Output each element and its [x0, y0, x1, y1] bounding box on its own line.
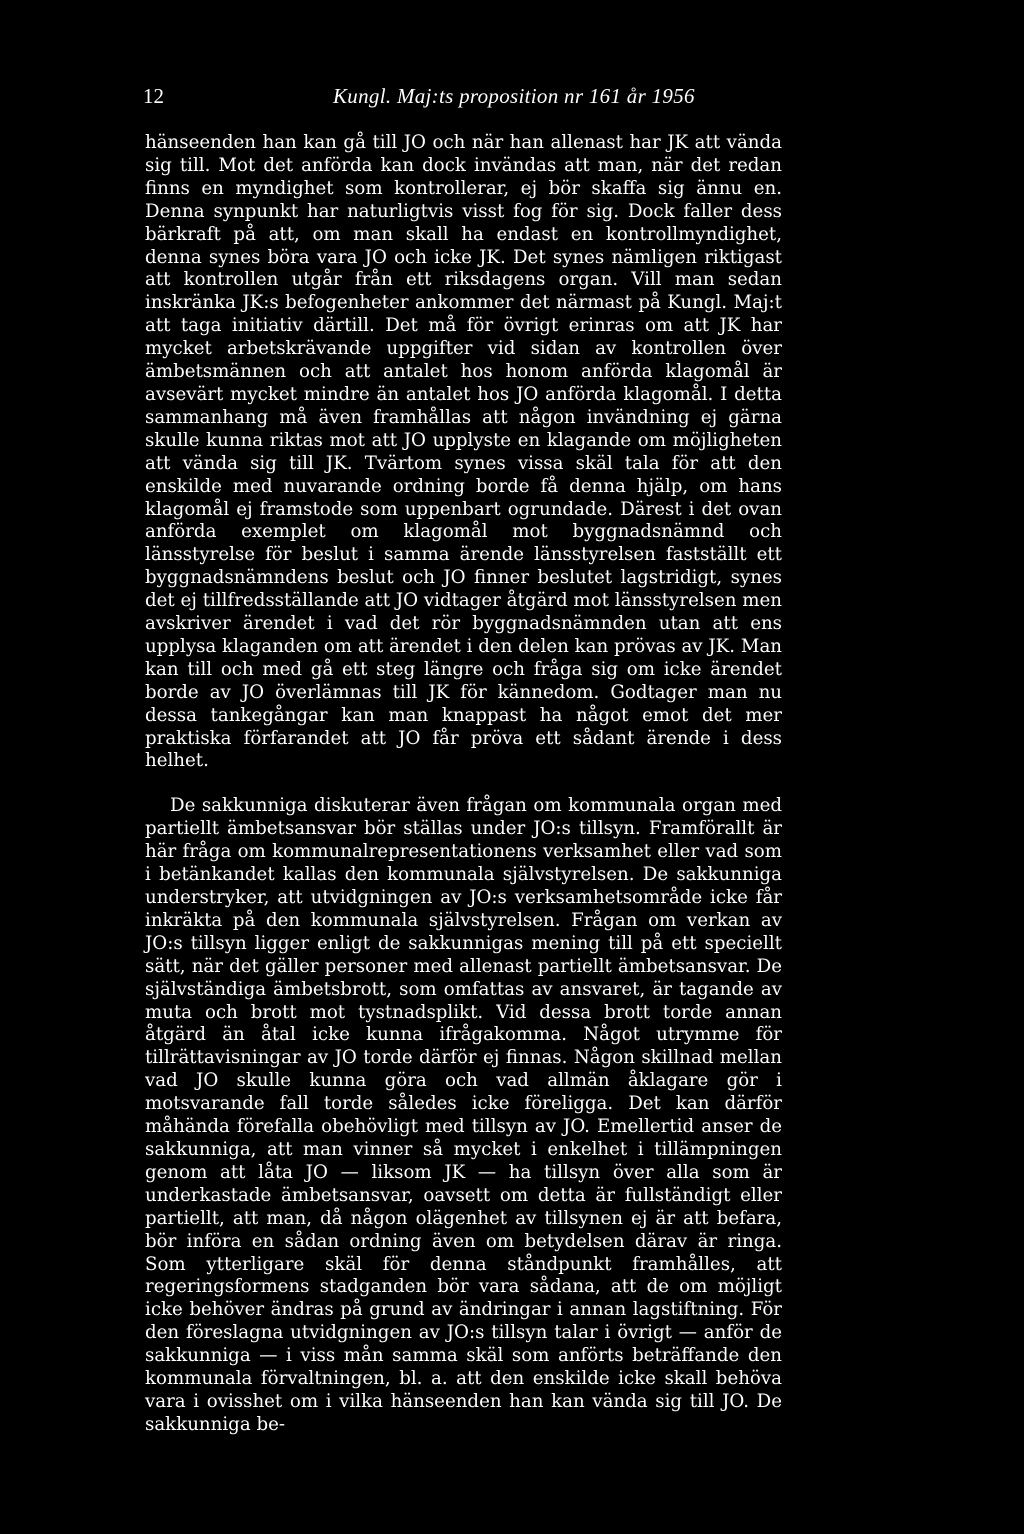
body-paragraph-1: hänseenden han kan gå till JO och när han allenast har JK att vända sig till. Mot det anförda kan dock invändas att man, när det redan finns en myndighet som kontrollerar, ej bör skaffa sig ännu en. Denna synpunkt har naturligtvis visst fog för sig. Dock faller dess bärkraft på att, om man skall ha endast en kontrollmyndighet, denna synes böra vara JO och icke JK. Det synes nämligen riktigast att kontrollen utgår från ett riksdagens organ. Vill man sedan inskränka JK:s befogenheter ankommer det närmast på Kungl. Maj:t att taga initiativ därtill. Det må för övrigt erinras om att JK har mycket arbetskrävande uppgifter vid sidan av kontrollen över ämbetsmännen och att antalet hos honom anförda klagomål är avsevärt mycket mindre än antalet hos JO anförda klagomål. I detta sammanhang må även framhållas att någon invändning ej gärna skulle kunna riktas mot att JO upplyste en klagande om möjligheten att vända sig till JK. Tvärtom synes vissa skäl tala för att den enskilde med nuvarande ordning borde få denna hjälp, om hans klagomål ej framstode som uppenbart ogrundade. Därest i det ovan anförda exemplet om klagomål mot byggnadsnämnd och länsstyrelse för beslut i samma ärende länsstyrelsen fastställt ett byggnadsnämndens beslut och JO finner beslutet lagstridigt, synes det ej tillfredsställande att JO vidtager åtgärd mot länsstyrelsen men avskriver ärendet i vad det rör byggnadsnämnden utan att ens upplysa klaganden om att ärendet i den delen kan prövas av JK. Man kan till och med gå ett steg längre och fråga sig om icke ärendet borde av JO överlämnas till JK för kännedom. Godtager man nu dessa tankegångar kan man knappast ha något emot det mer praktiska förfarandet att JO får pröva ett sådant ärende i dess helhet.	[145, 132, 782, 772]
page-header	[145, 78, 782, 114]
document-page	[145, 78, 782, 1437]
running-title: Kungl. Maj:ts proposition nr 161 år 1956	[333, 84, 695, 108]
page-number: 12	[143, 84, 164, 108]
body-paragraph-2: De sakkunniga diskuterar även frågan om kommunala organ med partiellt ämbetsansvar bör ställas under JO:s tillsyn. Framförallt är här fråga om kommunalrepresentationens verksamhet eller vad som i betänkandet kallas den kommunala självstyrelsen. De sakkunniga understryker, att utvidgningen av JO:s verksamhetsområde icke får inkräkta på den kommunala självstyrelsen. Frågan om verkan av JO:s tillsyn ligger enligt de sakkunnigas mening till på ett speciellt sätt, när det gäller personer med allenast partiellt ämbetsansvar. De självständiga ämbetsbrott, som omfattas av ansvaret, är tagande av muta och brott mot tystnadsplikt. Vid dessa brott torde annan åtgärd än åtal icke kunna ifrågakomma. Något utrymme för tillrättavisningar av JO torde därför ej finnas. Någon skillnad mellan vad JO skulle kunna göra och vad allmän åklagare gör i motsvarande fall torde således icke föreligga. Det kan därför måhända förefalla obehövligt med tillsyn av JO. Emellertid anser de sakkunniga, att man vinner så mycket i enkelhet i tillämpningen genom att låta JO — liksom JK — ha tillsyn över alla som är underkastade ämbetsansvar, oavsett om detta är fullständigt eller partiellt, att man, då någon olägenhet av tillsynen ej är att befara, bör införa en sådan ordning även om betydelsen därav är ringa. Som ytterligare skäl för denna ståndpunkt framhålles, att regeringsformens stadganden bör vara sådana, att de om möjligt icke behöver ändras på grund av ändringar i annan lagstiftning. För den föreslagna utvidgningen av JO:s tillsyn talar i övrigt — anför de sakkunniga — i viss mån samma skäl som anförts beträffande den kommunala förvaltningen, bl. a. att den enskilde icke skall behöva vara i ovisshet om i vilka hänseenden han kan vända sig till JO. De sakkunniga be-	[145, 795, 782, 1435]
